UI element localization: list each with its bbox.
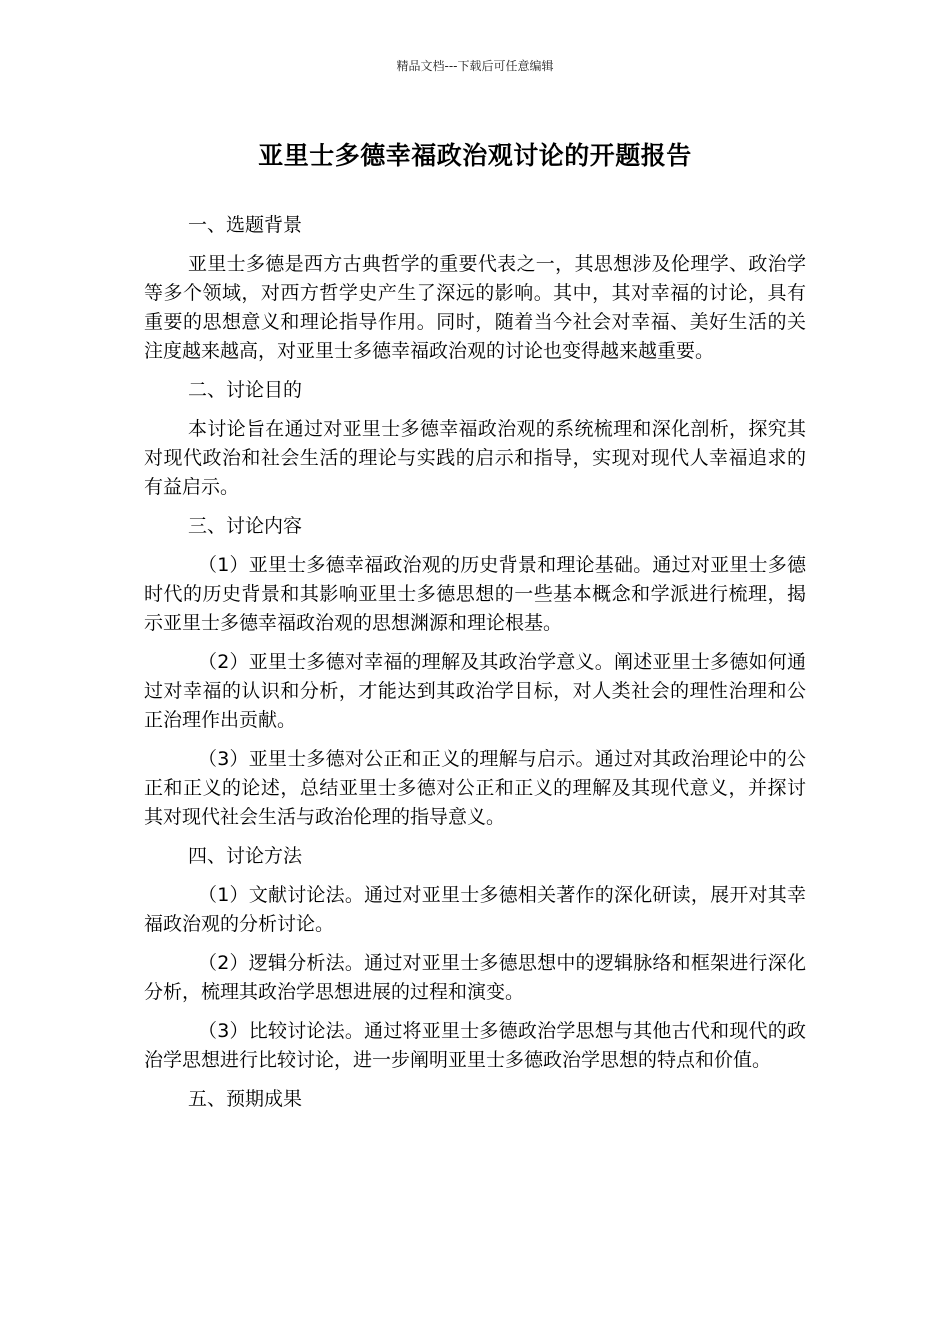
content-item-2: （2）亚里士多德对幸福的理解及其政治学意义。阐述亚里士多德如何通过对幸福的认识和分析，才能达到其政治学目标，对人类社会的理性治理和公正治理作出贡献。 — [144, 651, 806, 731]
content-item-3: （3）亚里士多德对公正和正义的理解与启示。通过对其政治理论中的公正和正义的论述，总结亚里士多德对公正和正义的理解及其现代意义，并探讨其对现代社会生活与政治伦理的指导意义。 — [144, 748, 806, 828]
method-item-2: （2）逻辑分析法。通过对亚里士多德思想中的逻辑脉络和框架进行深化分析，梳理其政治学思想进展的过程和演变。 — [144, 952, 806, 1003]
section-paragraph-purpose: 本讨论旨在通过对亚里士多德幸福政治观的系统梳理和深化剖析，探究其对现代政治和社会生活的理论与实践的启示和指导，实现对现代人幸福追求的有益启示。 — [144, 418, 806, 498]
document-title: 亚里士多德幸福政治观讨论的开题报告 — [258, 141, 692, 170]
method-item-3: （3）比较讨论法。通过将亚里士多德政治学思想与其他古代和现代的政治学思想进行比较讨论，进一步阐明亚里士多德政治学思想的特点和价值。 — [144, 1020, 806, 1071]
section-heading-purpose: 二、讨论目的 — [188, 379, 303, 401]
section-heading-method: 四、讨论方法 — [188, 845, 303, 867]
section-paragraph-background: 亚里士多德是西方古典哲学的重要代表之一，其思想涉及伦理学、政治学等多个领域，对西方哲学史产生了深远的影响。其中，其对幸福的讨论，具有重要的思想意义和理论指导作用。同时，随着当今社会对幸福、美好生活的关注度越来越高，对亚里士多德幸福政治观的讨论也变得越来越重要。 — [144, 253, 806, 362]
section-heading-expected-results: 五、预期成果 — [188, 1088, 303, 1110]
method-item-1: （1）文献讨论法。通过对亚里士多德相关著作的深化研读，展开对其幸福政治观的分析讨论。 — [144, 884, 806, 935]
document-body — [144, 211, 806, 1124]
content-item-1: （1）亚里士多德幸福政治观的历史背景和理论基础。通过对亚里士多德时代的历史背景和其影响亚里士多德思想的一些基本概念和学派进行梳理，揭示亚里士多德幸福政治观的思想渊源和理论根基。 — [144, 554, 806, 634]
page-header-note: 精品文档---下载后可任意编辑 — [396, 59, 554, 73]
section-heading-content: 三、讨论内容 — [188, 515, 303, 537]
section-heading-background: 一、选题背景 — [188, 214, 303, 236]
